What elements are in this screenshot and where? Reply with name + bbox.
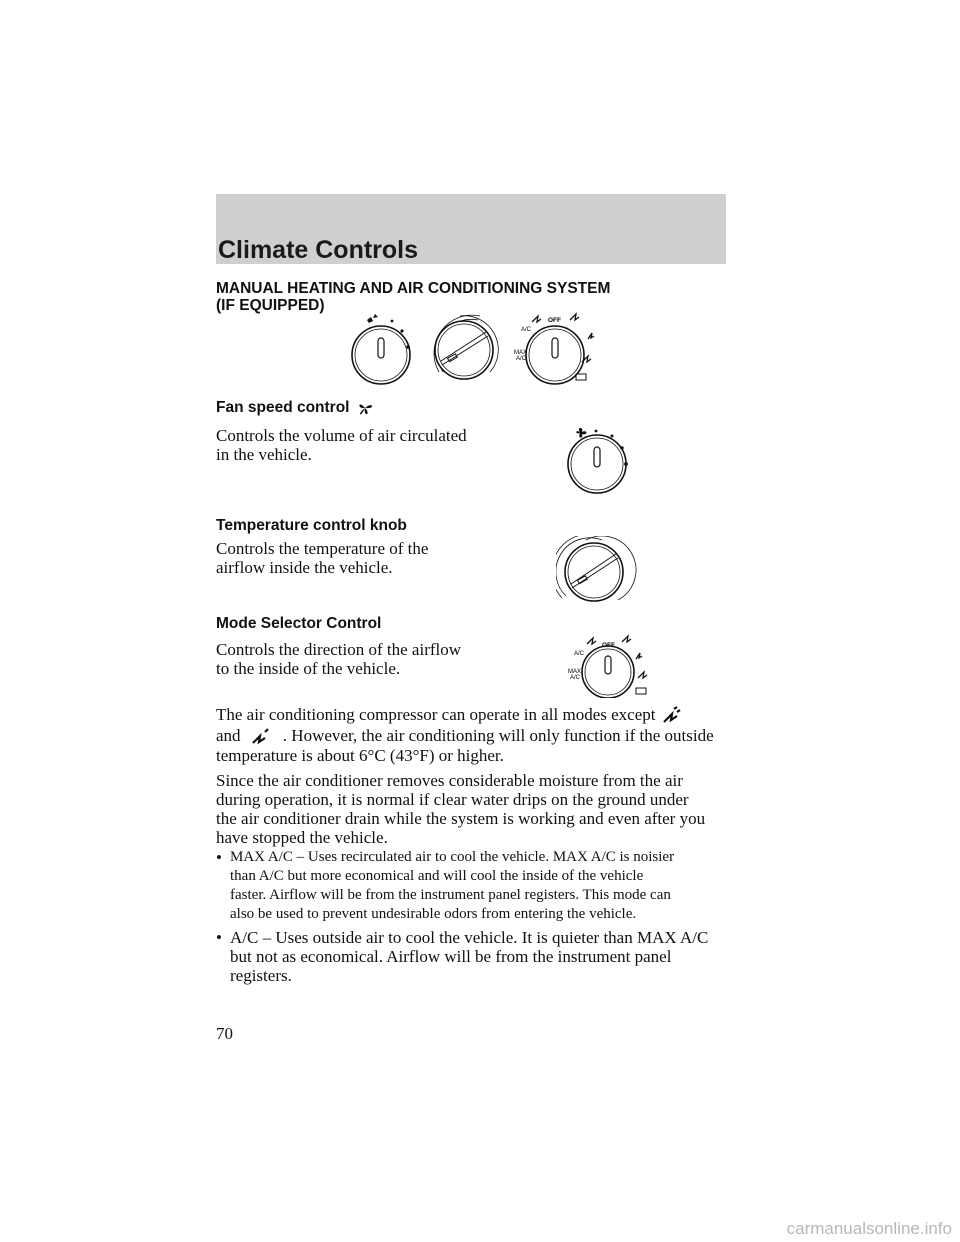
temperature-dial-small [434, 315, 498, 379]
dial-max-label: MAX [568, 669, 582, 675]
defrost-icon [576, 374, 586, 380]
fan-description-line-2: in the vehicle. [216, 445, 312, 464]
dial-ac-label: A/C [574, 651, 585, 657]
bullet-marker: • [216, 928, 222, 947]
moisture-line-3: the air conditioner drain while the system is working and even after you [216, 809, 706, 828]
moisture-line-4: have stopped the vehicle. [216, 828, 388, 847]
compressor-line-1: The air conditioning compressor can operate in all modes except [216, 705, 656, 724]
bullet-ac-line-1: A/C – Uses outside air to cool the vehicle. It is quieter than MAX A/C [230, 928, 709, 947]
page-header-title: Climate Controls [218, 236, 419, 264]
compressor-line-2-prefix: and [216, 726, 241, 746]
fan-description-line-1: Controls the volume of air circulated [216, 426, 467, 445]
floor-defrost-icon [638, 672, 647, 678]
temperature-description-line-2: airflow inside the vehicle. [216, 558, 393, 577]
mode-description [216, 640, 461, 678]
bullet-max-ac [230, 848, 674, 924]
bullet-ac-line-3: registers. [230, 966, 292, 985]
fan-description [216, 426, 467, 464]
bullet-max-ac-line-2: than A/C but more economical and will cool the inside of the vehicle [230, 868, 644, 884]
mode-description-line-2: to the inside of the vehicle. [216, 659, 401, 678]
fan-dial-small [352, 314, 410, 384]
temperature-description [216, 539, 428, 577]
dial-max-ac-label: A/C [516, 356, 527, 362]
fan-icon [367, 314, 378, 323]
temperature-description-line-1: Controls the temperature of the [216, 539, 429, 558]
bullet-marker: • [216, 848, 222, 867]
fan-heading-text: Fan speed control [216, 399, 350, 417]
temperature-dial-figure [556, 536, 638, 608]
defrost-icon [636, 688, 646, 694]
mode-dial-figure [562, 634, 658, 698]
section-title [216, 280, 610, 314]
dial-off-label: OFF [548, 317, 561, 324]
floor-icon [588, 333, 594, 339]
section-title-line-2: (IF EQUIPPED) [216, 297, 325, 314]
panel-floor-icon [660, 706, 682, 726]
dial-max-ac-label: A/C [570, 675, 581, 681]
dial-ac-label: A/C [521, 327, 532, 333]
panel-vent-icon [532, 316, 541, 322]
watermark[interactable]: carmanualsonline.info [786, 1219, 952, 1238]
fan-icon [354, 398, 376, 418]
floor-icon [636, 653, 642, 659]
dial-max-label: MAX [514, 350, 528, 356]
bullet-ac-line-2: but not as economical. Airflow will be from the instrument panel [230, 947, 672, 966]
compressor-line-2-rest: . However, the air conditioning will only function if the outside [282, 726, 714, 746]
moisture-paragraph [216, 771, 705, 847]
fan-icon [576, 428, 586, 438]
moisture-line-1: Since the air conditioner removes considerable moisture from the air [216, 771, 683, 790]
compressor-line-3: temperature is about 6°C (43°F) or higher. [216, 746, 504, 766]
panel-vent-icon [587, 638, 596, 644]
bullet-max-ac-line-3: faster. Airflow will be from the instrument panel registers. This mode can [230, 887, 671, 903]
bullet-ac [230, 928, 708, 985]
bullet-max-ac-line-4: also be used to prevent undesirable odors from entering the vehicle. [230, 906, 637, 922]
floor-icon [245, 728, 283, 746]
panel-floor-icon [570, 314, 579, 320]
mode-description-line-1: Controls the direction of the airflow [216, 640, 462, 659]
fan-dial-figure [562, 424, 642, 496]
mode-heading: Mode Selector Control [216, 615, 382, 632]
dial-off-label: OFF [602, 642, 615, 649]
fan-heading [216, 398, 376, 418]
bullet-max-ac-line-1: MAX A/C – Uses recirculated air to cool the vehicle. MAX A/C is noisier [230, 849, 675, 865]
page-number: 70 [216, 1024, 233, 1043]
moisture-line-2: during operation, it is normal if clear water drips on the ground under [216, 790, 689, 809]
panel-floor-icon [622, 636, 631, 642]
compressor-paragraph [216, 705, 714, 765]
controls-overview-figure [340, 310, 610, 392]
mode-dial-small [514, 314, 594, 384]
section-title-line-1: MANUAL HEATING AND AIR CONDITIONING SYSTEM [216, 280, 611, 297]
temperature-heading: Temperature control knob [216, 517, 407, 534]
